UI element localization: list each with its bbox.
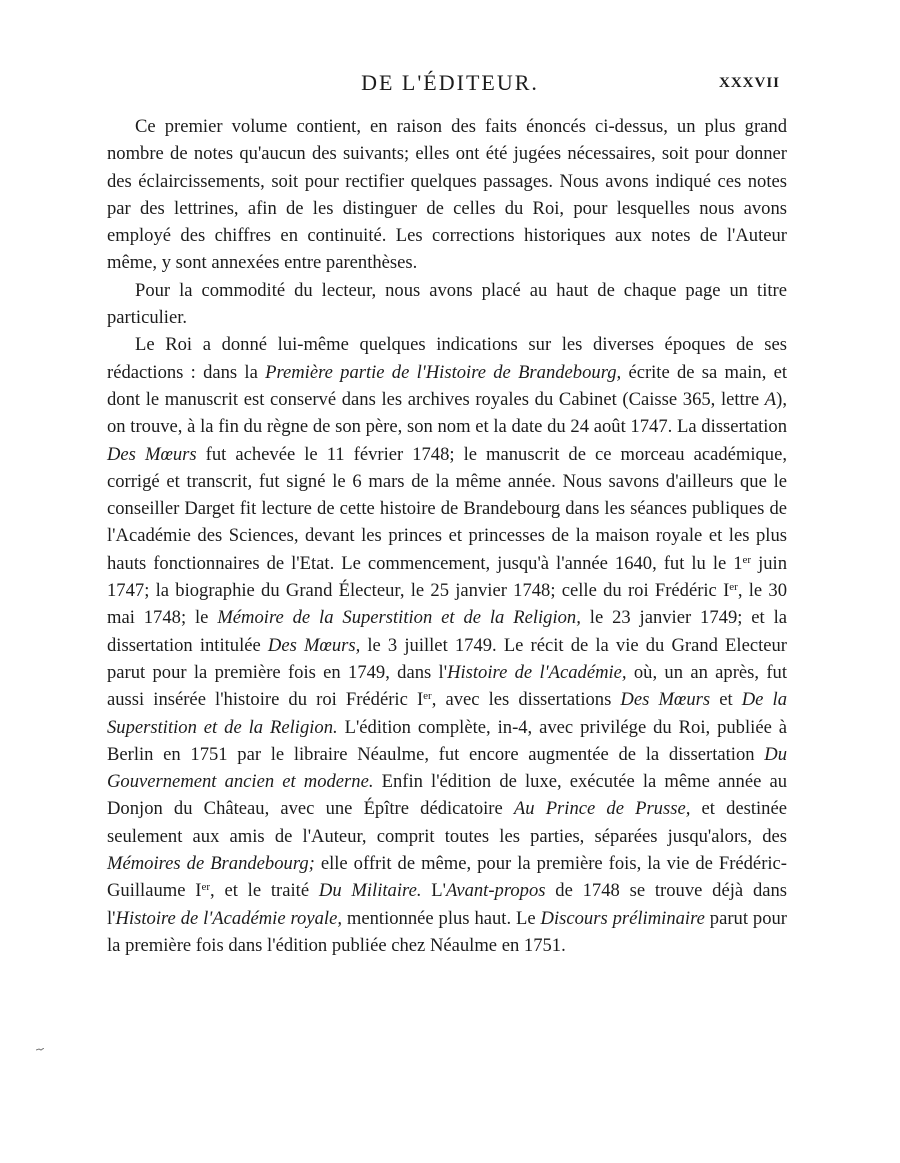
ordinal-superscript: er <box>201 881 211 894</box>
text-run: écrite de sa main, et dont le manuscrit est conservé dans les archives royales du Cabinet (Caisse 365, lettre <box>107 361 788 410</box>
page-number: XXXVII <box>718 75 780 91</box>
italic-title: Histoire de l'Académie royale, <box>115 907 342 929</box>
italic-title: Des Mœurs, <box>267 634 361 656</box>
ordinal-superscript: er <box>742 553 752 566</box>
text-run: L'édition complète, in-4, avec privilége du Roi, publiée à Berlin en 1751 par le libraire Néaulme, fut encore augmentée de la dissertation <box>107 716 788 765</box>
text-run: , avec les dissertations <box>431 689 621 711</box>
italic-title: Avant-propos <box>445 880 546 902</box>
text-run: parut pour la première fois dans l'édition publiée chez Néaulme en 1751. <box>107 907 787 956</box>
italic-title: Discours préliminaire <box>540 907 705 929</box>
text-run: Enfin l'édition de luxe, exécutée la même année au Donjon du Château, avec une Épître dédicatoire <box>107 771 787 820</box>
paragraph <box>107 331 787 959</box>
ordinal-superscript: er <box>729 581 738 594</box>
ordinal-superscript: er <box>423 690 432 703</box>
italic-title: Au Prince de Prusse, <box>513 798 691 820</box>
italic-title: Mémoire de la Superstition et de la Religion, <box>217 607 581 629</box>
paper-speck-mark <box>36 1048 44 1051</box>
paragraph <box>107 277 787 332</box>
italic-title: Du Gouvernement ancien et moderne. <box>107 743 787 793</box>
italic-title: Première partie de l'Histoire de Brandebourg, <box>265 361 622 383</box>
text-run: mentionnée plus haut. Le <box>341 907 541 929</box>
body-text <box>107 113 787 959</box>
italic-title: Du Militaire. <box>318 880 422 902</box>
italic-title: Des Mœurs <box>107 443 197 465</box>
text-run: juin 1747; la biographie du Grand Électeur, le 25 janvier 1748; celle du roi Frédéric I <box>107 552 787 602</box>
italic-title: A <box>764 388 777 410</box>
running-header <box>0 66 900 106</box>
italic-title: De la Superstition et de la Religion. <box>107 689 787 738</box>
text-run: le 3 juillet 1749. Le récit de la vie du Grand Electeur parut pour la première fois en 1749, dans l' <box>107 634 787 683</box>
italic-title: Histoire de l'Académie, <box>447 661 627 683</box>
text-run: L' <box>421 880 446 902</box>
text-run: ), on trouve, à la fin du règne de son père, son nom et la date du 24 août 1747. La dissertation <box>107 388 787 438</box>
text-run: et <box>710 689 742 711</box>
text-run: fut achevée le 11 février 1748; le manuscrit de ce morceau académique, corrigé et transcrit, fut signé le 6 mars de la même année. Nous savons d'ailleurs que le conseiller Darget fit lecture de cette histoire de Brandebourg dans les séances publiques de l'Académie des Sciences, devant les princes et princesses de la maison royale et les plus hauts fonctionnaires de l'Etat. Le commencement, jusqu'à l'année 1640, fut lu le 1 <box>107 443 788 574</box>
paragraph <box>107 113 787 277</box>
text-run: , le 30 mai 1748; le <box>107 580 787 629</box>
text-run: où, un an après, fut aussi insérée l'histoire du roi Frédéric I <box>107 661 787 711</box>
text-run: elle offrit de même, pour la première fois, la vie de Frédéric-Guillaume I <box>107 853 787 902</box>
text-run: , et le traité <box>210 880 319 902</box>
italic-title: Des Mœurs <box>620 689 711 711</box>
text-run: de 1748 se trouve déjà dans l' <box>107 880 788 929</box>
text-run: Pour la commodité du lecteur, nous avons placé au haut de chaque page un titre particulier. <box>107 279 787 329</box>
italic-title: Mémoires de Brandebourg; <box>107 853 315 875</box>
text-run: le 23 janvier 1749; et la dissertation intitulée <box>107 607 788 656</box>
text-run: et destinée seulement aux amis de l'Auteur, comprit toutes les parties, séparées jusqu'alors, des <box>107 798 787 847</box>
text-run: Le Roi a donné lui-même quelques indications sur les diverses époques de ses rédactions : dans la <box>107 334 787 383</box>
running-title: DE L'ÉDITEUR. <box>361 70 539 95</box>
text-run: Ce premier volume contient, en raison des faits énoncés ci-dessus, un plus grand nombre de notes qu'aucun des suivants; elles ont été jugées nécessaires, soit pour donner des éclaircissements, soit pour rectifier quelques passages. Nous avons indiqué ces notes par des lettrines, afin de les distinguer de celles du Roi, pour lesquelles nous avons employé des chiffres en continuité. Les corrections historiques aux notes de l'Auteur même, y sont annexées entre parenthèses. <box>107 116 787 274</box>
